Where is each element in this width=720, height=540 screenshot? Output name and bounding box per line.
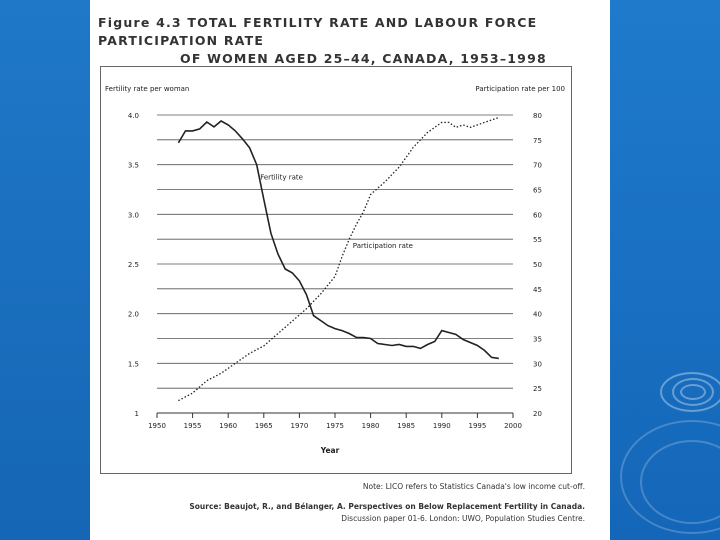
x-tick-label: 1985 [397,422,416,430]
y-right-tick-label: 25 [533,385,542,394]
figure-title-line1: Figure 4.3 TOTAL FERTILITY RATE AND LABOUR FORCE PARTICIPATION RATE [98,15,538,48]
x-tick-label: 1980 [361,422,380,430]
chart-frame [100,66,572,474]
y-right-tick-label: 50 [533,261,542,269]
y-axis-left-label: Fertility rate per woman [105,85,190,93]
y-right-tick-label: 60 [533,211,542,220]
y-right-tick-label: 70 [533,161,542,170]
y-left-tick-label: 1.5 [127,360,139,369]
series-line-participation-rate [178,118,498,401]
x-axis-label: Year [320,446,340,455]
slide-background-left [0,0,90,540]
y-axis-right-label: Participation rate per 100 [475,85,565,93]
chart-labels [105,85,565,455]
chart-series [178,118,498,401]
chart-svg [101,67,571,473]
note-source: Source: Beaujot, R., and Bélanger, A. Perspectives on Below Replacement Fertility in Canada. [189,502,585,511]
x-tick-label: 1990 [432,422,451,430]
x-tick-label: 1995 [468,422,487,430]
note-source-2: Discussion paper 01-6. London: UWO, Population Studies Centre. [341,514,585,523]
note-lico: Note: LICO refers to Statistics Canada's low income cut-off. [362,482,585,491]
y-right-tick-label: 30 [533,360,542,369]
ripple-decoration [680,384,706,400]
y-left-tick-label: 3.0 [127,211,139,220]
figure-title [98,14,598,68]
figure-page [90,0,610,540]
y-left-tick-label: 2.0 [127,310,139,319]
y-right-tick-label: 75 [533,136,542,145]
x-tick-label: 1960 [219,422,238,430]
y-left-tick-label: 2.5 [127,261,139,269]
series-line-fertility-rate [178,121,498,358]
chart-gridlines [157,115,513,413]
x-tick-label: 1965 [254,422,273,430]
y-right-tick-label: 55 [533,236,542,245]
y-right-tick-label: 20 [533,410,542,418]
y-left-tick-label: 4.0 [127,112,139,120]
x-tick-label: 1950 [148,422,166,430]
y-left-tick-label: 1 [134,410,139,418]
series-annotation: Fertility rate [260,173,303,182]
y-left-tick-label: 3.5 [127,161,139,170]
x-tick-label: 1955 [183,422,202,430]
y-right-tick-label: 45 [533,285,542,294]
figure-title-line2: OF WOMEN AGED 25–44, CANADA, 1953–1998 [180,51,547,66]
slide-background-right [610,0,720,540]
y-right-tick-label: 65 [533,186,542,195]
x-tick-label: 2000 [504,422,522,430]
y-right-tick-label: 35 [533,335,542,344]
x-tick-label: 1970 [290,422,309,430]
y-right-tick-label: 80 [533,112,542,120]
chart-axes [128,112,542,430]
series-annotation: Participation rate [352,242,413,251]
y-right-tick-label: 40 [533,310,542,319]
x-tick-label: 1975 [326,422,344,430]
